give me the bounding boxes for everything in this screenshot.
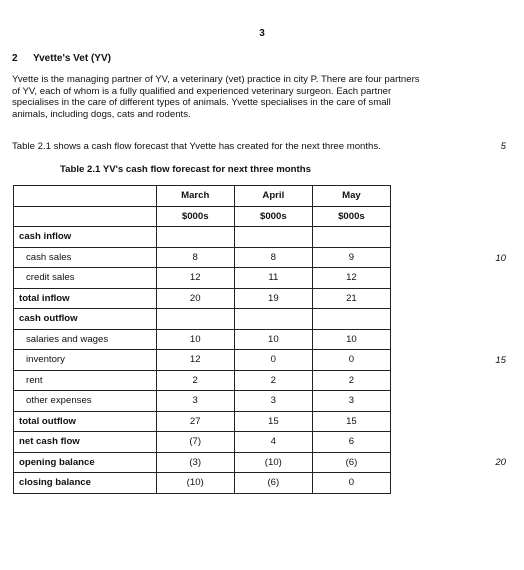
paragraph-line: specialises in the care of different types of animals. Yvette specialises in the care of small	[12, 97, 391, 108]
question-paragraph	[12, 74, 482, 120]
unit-header: $000s	[312, 206, 390, 227]
line-number-20: 20	[495, 457, 506, 468]
table-row	[14, 309, 391, 330]
paragraph-line: Yvette is the managing partner of YV, a veterinary (vet) practice in city P. There are four partners	[12, 74, 420, 85]
table-row	[14, 227, 391, 248]
page-number: 3	[259, 28, 265, 39]
table-row	[14, 350, 391, 371]
table-row	[14, 268, 391, 289]
row-label: total outflow	[14, 411, 157, 432]
header-blank-cell	[14, 186, 157, 207]
value-cell: 12	[156, 350, 234, 371]
table-row	[14, 288, 391, 309]
value-cell: 27	[156, 411, 234, 432]
table-row	[14, 432, 391, 453]
value-cell: 8	[234, 247, 312, 268]
line-number-10: 10	[495, 253, 506, 264]
row-label: cash inflow	[14, 227, 157, 248]
value-cell: 20	[156, 288, 234, 309]
row-label: cash sales	[14, 247, 157, 268]
question-number: 2	[12, 53, 18, 64]
month-header-row	[14, 186, 391, 207]
table-row	[14, 452, 391, 473]
value-cell: 10	[156, 329, 234, 350]
value-cell: 3	[156, 391, 234, 412]
row-label: total inflow	[14, 288, 157, 309]
value-cell: 10	[312, 329, 390, 350]
value-cell	[312, 309, 390, 330]
table-intro: Table 2.1 shows a cash flow forecast that Yvette has created for the next three months.	[12, 141, 381, 152]
row-label: net cash flow	[14, 432, 157, 453]
value-cell: 15	[312, 411, 390, 432]
row-label: inventory	[14, 350, 157, 371]
value-cell	[234, 309, 312, 330]
cash-flow-table	[13, 185, 391, 494]
value-cell: 10	[234, 329, 312, 350]
value-cell: 6	[312, 432, 390, 453]
paragraph-line: animals, including dogs, cats and rodents.	[12, 108, 191, 120]
value-cell: 4	[234, 432, 312, 453]
table-row	[14, 329, 391, 350]
table-row	[14, 411, 391, 432]
header-blank-cell	[14, 206, 157, 227]
value-cell: 0	[312, 473, 390, 494]
table-caption: Table 2.1 YV's cash flow forecast for next three months	[60, 164, 311, 175]
value-cell: 8	[156, 247, 234, 268]
value-cell: (3)	[156, 452, 234, 473]
row-label: rent	[14, 370, 157, 391]
value-cell: 3	[234, 391, 312, 412]
value-cell: (7)	[156, 432, 234, 453]
value-cell: 21	[312, 288, 390, 309]
value-cell: 15	[234, 411, 312, 432]
row-label: salaries and wages	[14, 329, 157, 350]
value-cell: 11	[234, 268, 312, 289]
month-header: March	[156, 186, 234, 207]
value-cell: 2	[234, 370, 312, 391]
value-cell: 9	[312, 247, 390, 268]
value-cell	[234, 227, 312, 248]
value-cell: 0	[234, 350, 312, 371]
value-cell	[156, 227, 234, 248]
value-cell: 2	[312, 370, 390, 391]
month-header: April	[234, 186, 312, 207]
line-number-15: 15	[495, 355, 506, 366]
value-cell: 19	[234, 288, 312, 309]
row-label: opening balance	[14, 452, 157, 473]
row-label: closing balance	[14, 473, 157, 494]
value-cell: (10)	[156, 473, 234, 494]
value-cell: 2	[156, 370, 234, 391]
value-cell: 12	[312, 268, 390, 289]
unit-header: $000s	[156, 206, 234, 227]
month-header: May	[312, 186, 390, 207]
value-cell: (10)	[234, 452, 312, 473]
question-title: Yvette's Vet (YV)	[33, 53, 111, 64]
value-cell: 3	[312, 391, 390, 412]
value-cell: (6)	[312, 452, 390, 473]
table-row	[14, 473, 391, 494]
value-cell: (6)	[234, 473, 312, 494]
row-label: credit sales	[14, 268, 157, 289]
table-row	[14, 247, 391, 268]
row-label: other expenses	[14, 391, 157, 412]
value-cell	[312, 227, 390, 248]
row-label: cash outflow	[14, 309, 157, 330]
value-cell	[156, 309, 234, 330]
table-row	[14, 370, 391, 391]
value-cell: 0	[312, 350, 390, 371]
paragraph-line: of YV, each of whom is a fully qualified and experienced veterinary surgeon. Each partner	[12, 85, 392, 97]
line-number-5: 5	[500, 141, 506, 152]
table-row	[14, 391, 391, 412]
unit-header: $000s	[234, 206, 312, 227]
value-cell: 12	[156, 268, 234, 289]
unit-header-row	[14, 206, 391, 227]
